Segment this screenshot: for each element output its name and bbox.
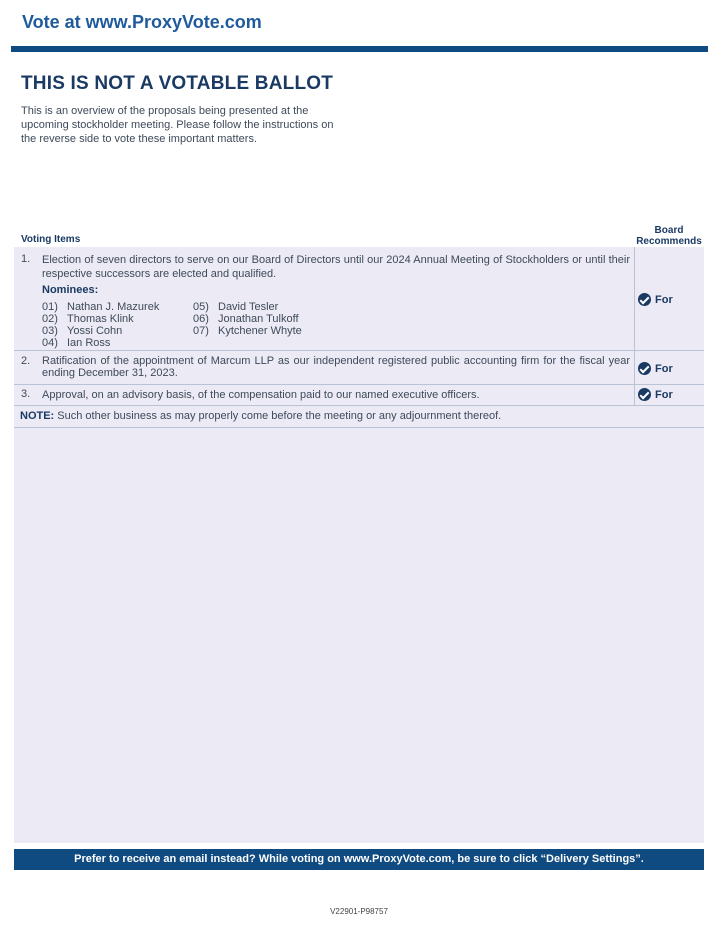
voting-table [14,247,704,843]
voting-item-row [14,385,704,406]
nominee-number: 03) [42,325,58,337]
recommendation-label: For [655,388,673,401]
check-circle-icon [638,362,651,375]
item-text: Approval, on an advisory basis, of the compensation paid to our named executive officers. [42,389,480,401]
ballot-title: THIS IS NOT A VOTABLE BALLOT [21,73,334,94]
item-number: 2. [21,355,31,367]
nominee [193,301,278,313]
column-divider [634,247,635,350]
board-recommendation [638,388,673,401]
document-code: V22901-P98757 [330,907,388,916]
intro-line: upcoming stockholder meeting. Please follow the instructions on [21,119,334,131]
nominee-number: 01) [42,301,58,313]
nominee-name: Nathan J. Mazurek [67,301,160,313]
board-recommendation [638,362,673,375]
delivery-settings-banner: Prefer to receive an email instead? While voting on www.ProxyVote.com, be sure to click “Delivery Settings”. [14,849,704,870]
voting-items-header: Voting Items [21,234,81,245]
board-recommendation [638,293,673,306]
header-rule [11,46,708,52]
board-header-line: Board [654,225,684,236]
nominee-number: 07) [193,325,209,337]
note-label: NOTE: [20,410,55,422]
note-row [14,406,704,428]
nominee-name: Thomas Klink [67,313,134,325]
header-title[interactable]: Vote at www.ProxyVote.com [22,12,262,32]
nominee-name: Ian Ross [67,337,111,349]
nominee [193,325,302,337]
nominees-label: Nominees: [42,284,99,296]
column-divider [634,385,635,405]
nominee-name: Jonathan Tulkoff [218,313,299,325]
item-number: 3. [21,388,31,400]
nominee-number: 06) [193,313,209,325]
item-number: 1. [21,253,31,265]
nominee-name: Yossi Cohn [67,325,123,337]
intro-text [21,104,361,146]
nominee [193,313,299,325]
nominee-number: 04) [42,337,58,349]
nominee [42,301,159,313]
column-divider [634,351,635,384]
check-circle-icon [638,388,651,401]
check-circle-icon [638,293,651,306]
nominee-number: 05) [193,301,209,313]
nominee [42,337,110,349]
note-text [20,410,501,422]
board-recommends-header [634,225,704,247]
intro-line: the reverse side to vote these important matters. [21,133,258,145]
intro-line: This is an overview of the proposals being presented at the [21,105,309,117]
nominee-name: David Tesler [218,301,279,313]
item-text: Ratification of the appointment of Marcum LLP as our independent registered public accounting firm for the fiscal year ending December 31, 2023. [42,355,630,379]
recommendation-label: For [655,362,673,375]
item-text: Election of seven directors to serve on our Board of Directors until our 2024 Annual Meeting of Stockholders or until their respective successors are elected and qualified. [42,254,630,280]
nominee [42,313,134,325]
board-header-line: Recommends [636,236,702,247]
nominee-name: Kytchener Whyte [218,325,302,337]
recommendation-label: For [655,293,673,306]
nominee [42,325,122,337]
nominee-number: 02) [42,313,58,325]
voting-item-row [14,351,704,385]
voting-item-row [14,247,704,351]
note-body: Such other business as may properly come before the meeting or any adjournment thereof. [54,410,502,422]
